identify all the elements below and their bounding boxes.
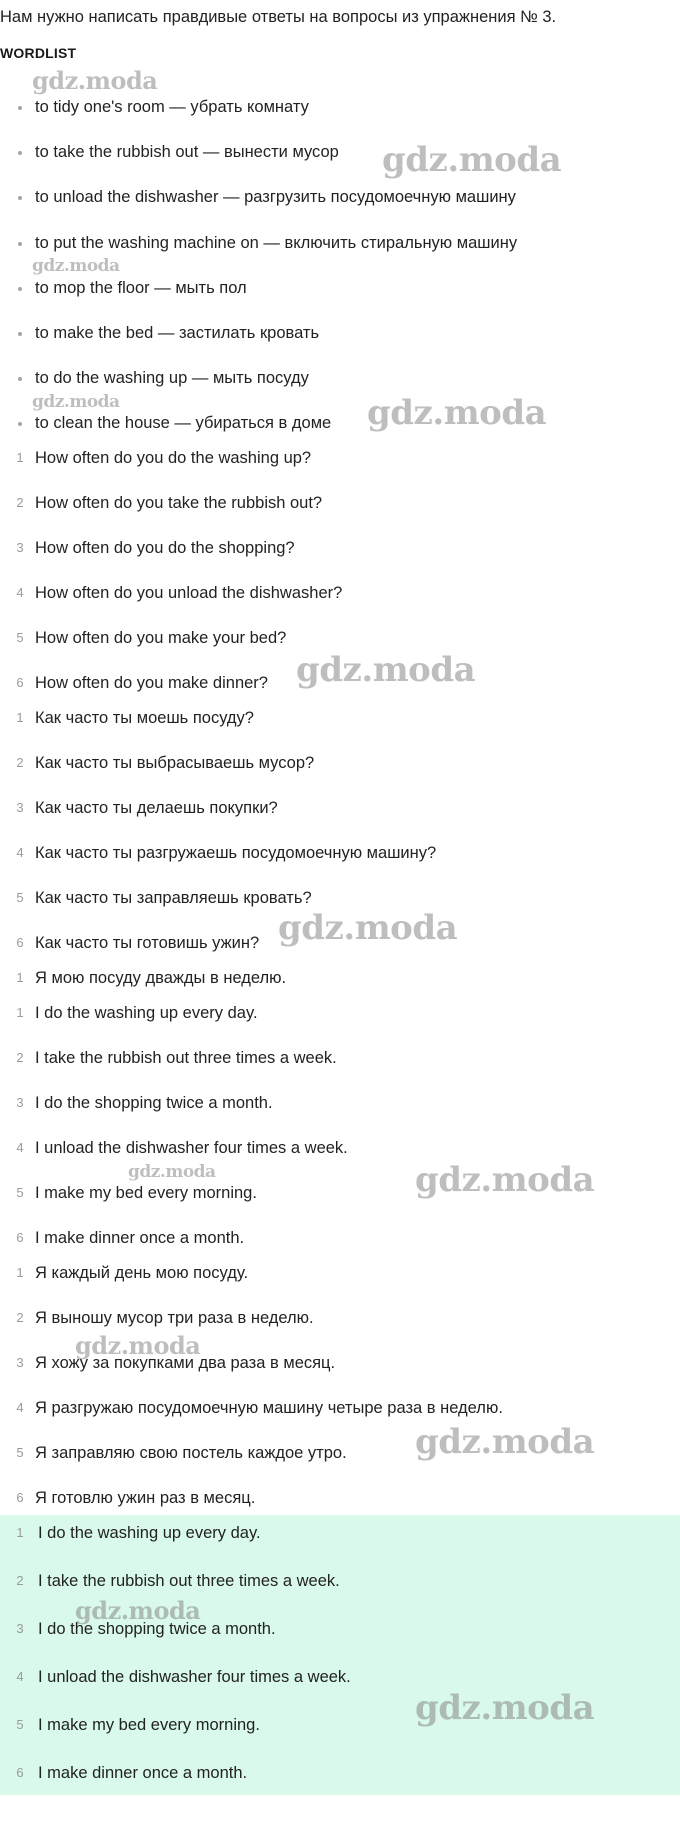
item-number: 6 [16, 1230, 24, 1245]
item-number: 6 [16, 675, 24, 690]
final-answer-text: I do the shopping twice a month. [38, 1620, 276, 1638]
item-number: 1 [16, 1525, 24, 1540]
answer-text: I make dinner once a month. [35, 1229, 245, 1247]
item-number: 3 [16, 540, 24, 555]
watermark: gdz.moda [32, 392, 120, 412]
item-number: 1 [16, 1005, 24, 1020]
question-text: Как часто ты разгружаешь посудомоечную машину? [35, 844, 437, 862]
wordlist-heading: WORDLIST [0, 45, 77, 61]
watermark: gdz.moda [382, 140, 562, 180]
bullet-icon [12, 231, 28, 255]
question-text: Как часто ты готовишь ужин? [35, 934, 260, 952]
item-number: 5 [16, 1717, 24, 1732]
wordlist-item-text: to clean the house — убираться в доме [35, 414, 332, 432]
final-answer-text: I make my bed every morning. [38, 1716, 260, 1734]
final-answer-text: I make dinner once a month. [38, 1764, 248, 1782]
bullet-icon [12, 366, 28, 390]
wordlist-item-text: to take the rubbish out — вынести мусор [35, 143, 339, 161]
answer-text: Я разгружаю посудомоечную машину четыре раза в неделю. [35, 1399, 503, 1417]
bullet-icon [12, 185, 28, 209]
question-text: How often do you make dinner? [35, 674, 268, 692]
item-number: 3 [16, 1355, 24, 1370]
wordlist-item-text: to tidy one's room — убрать комнату [35, 98, 309, 116]
answer-text: Я каждый день мою посуду. [35, 1264, 249, 1282]
item-number: 4 [16, 845, 24, 860]
bullet-icon [12, 276, 28, 300]
question-text: How often do you take the rubbish out? [35, 494, 323, 512]
item-number: 6 [16, 1765, 24, 1780]
question-text: Как часто ты выбрасываешь мусор? [35, 754, 315, 772]
item-number: 6 [16, 1490, 24, 1505]
bullet-icon [12, 321, 28, 345]
item-number: 3 [16, 800, 24, 815]
wordlist-item-text: to put the washing machine on — включить стиральную машину [35, 234, 518, 252]
watermark: gdz.moda [367, 393, 547, 433]
answer-text: Я готовлю ужин раз в месяц. [35, 1489, 256, 1507]
watermark: gdz.moda [415, 1688, 595, 1728]
item-number: 2 [16, 1573, 24, 1588]
item-number: 5 [16, 1185, 24, 1200]
wordlist-item-text: to make the bed — застилать кровать [35, 324, 320, 342]
watermark: gdz.moda [415, 1160, 595, 1200]
item-number: 1 [16, 450, 24, 465]
watermark: gdz.moda [32, 256, 120, 276]
wordlist-item-text: to unload the dishwasher — разгрузить посудомоечную машину [35, 188, 516, 206]
wordlist-item-text: to do the washing up — мыть посуду [35, 369, 309, 387]
question-text: How often do you do the washing up? [35, 449, 312, 467]
answer-text: Я выношу мусор три раза в неделю. [35, 1309, 314, 1327]
item-number: 2 [16, 495, 24, 510]
final-answer-text: I unload the dishwasher four times a week. [38, 1668, 351, 1686]
wordlist-item-text: to mop the floor — мыть пол [35, 279, 247, 297]
answer-box [0, 1515, 680, 1795]
item-number: 4 [16, 1400, 24, 1415]
item-number: 5 [16, 890, 24, 905]
item-number: 1 [16, 970, 24, 985]
item-number: 3 [16, 1095, 24, 1110]
item-number: 2 [16, 1310, 24, 1325]
answer-text: Я хожу за покупками два раза в месяц. [35, 1354, 336, 1372]
question-text: How often do you make your bed? [35, 629, 287, 647]
item-number: 5 [16, 1445, 24, 1460]
question-text: How often do you do the shopping? [35, 539, 295, 557]
watermark: gdz.moda [128, 1162, 216, 1182]
item-number: 6 [16, 935, 24, 950]
answer-text: I do the washing up every day. [35, 1004, 258, 1022]
item-number: 5 [16, 630, 24, 645]
watermark: gdz.moda [296, 650, 476, 690]
question-text: Как часто ты моешь посуду? [35, 709, 254, 727]
item-number: 4 [16, 1669, 24, 1684]
item-number: 3 [16, 1621, 24, 1636]
watermark: gdz.moda [75, 1596, 201, 1625]
bullet-icon [12, 411, 28, 435]
question-text: Как часто ты заправляешь кровать? [35, 889, 312, 907]
answer-text: I make my bed every morning. [35, 1184, 257, 1202]
example-text: Я мою посуду дважды в неделю. [35, 969, 287, 987]
item-number: 2 [16, 755, 24, 770]
bullet-icon [12, 95, 28, 119]
answer-text: I unload the dishwasher four times a week. [35, 1139, 348, 1157]
watermark: gdz.moda [278, 908, 458, 948]
question-text: Как часто ты делаешь покупки? [35, 799, 278, 817]
question-text: How often do you unload the dishwasher? [35, 584, 343, 602]
intro-text: Нам нужно написать правдивые ответы на вопросы из упражнения № 3. [0, 8, 557, 26]
watermark: gdz.moda [415, 1422, 595, 1462]
final-answer-text: I take the rubbish out three times a week. [38, 1572, 340, 1590]
answer-text: I do the shopping twice a month. [35, 1094, 273, 1112]
answer-text: I take the rubbish out three times a week. [35, 1049, 337, 1067]
watermark: gdz.moda [75, 1331, 201, 1360]
watermark: gdz.moda [32, 66, 158, 95]
item-number: 4 [16, 1140, 24, 1155]
bullet-icon [12, 140, 28, 164]
item-number: 2 [16, 1050, 24, 1065]
answer-text: Я заправляю свою постель каждое утро. [35, 1444, 347, 1462]
item-number: 1 [16, 1265, 24, 1280]
item-number: 1 [16, 710, 24, 725]
final-answer-text: I do the washing up every day. [38, 1524, 261, 1542]
item-number: 4 [16, 585, 24, 600]
